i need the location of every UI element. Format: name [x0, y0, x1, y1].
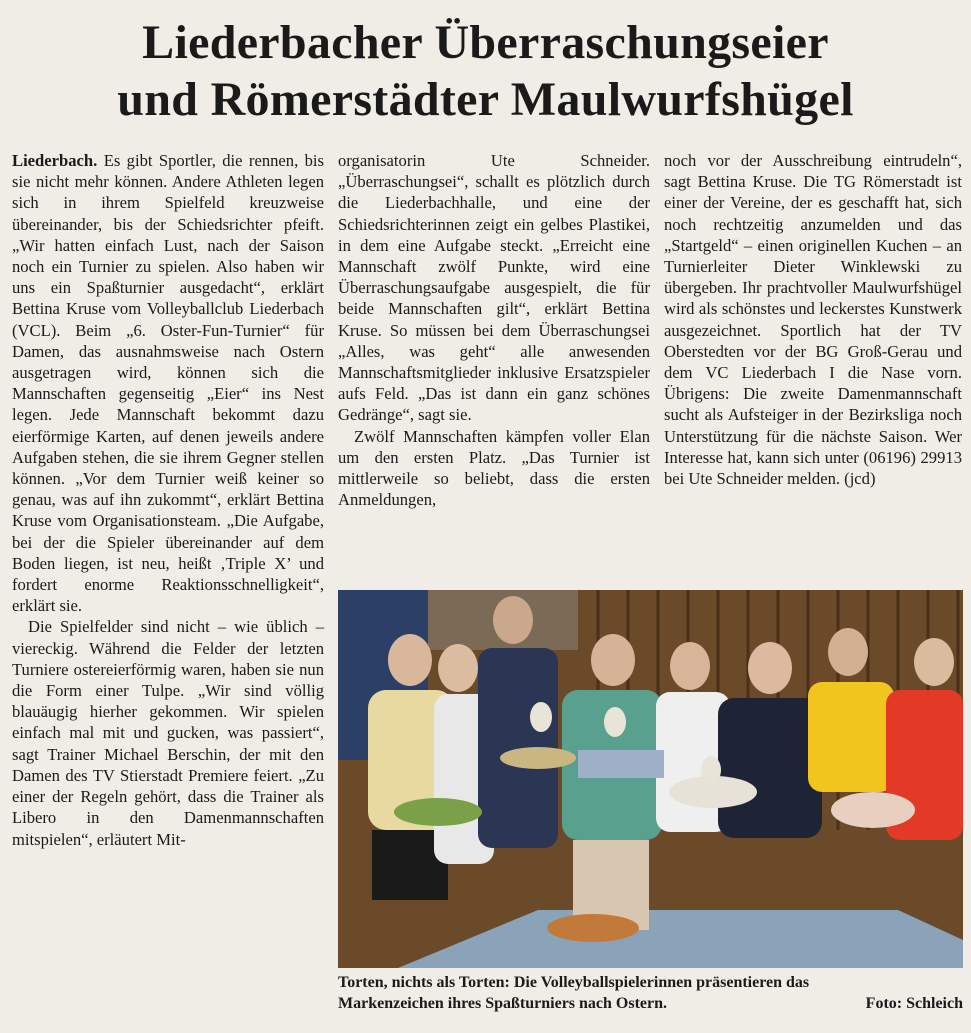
- caption-line-1: Torten, nichts als Torten: Die Volleyballspielerinnen präsentieren das: [338, 974, 810, 991]
- article-paragraph: noch vor der Ausschreibung eintrudeln“, sagt Bettina Kruse. Die TG Römerstadt ist einer der Vereine, der es geschafft hat, sich noch rechtzeitig anzumelden und das „Startgeld“ – einen originellen Kuchen – an Turnierleiter Dieter Winklewski zu übergeben. Ihr prachtvoller Maulwurfshügel wird als schönstes und leckerstes Kunstwerk ausgezeichnet. Sportlich hat der TV Oberstedten vor der BG Groß-Gerau und dem VC Liederbach I die Nase vorn. Übrigens: Die zweite Damenmannschaft sucht als Aufsteiger in der Bezirksliga noch Unterstützung für die nächste Saison. Wer Interesse hat, kann sich unter (06196) 29913 bei Ute Schneider melden. (jcd): [664, 151, 962, 489]
- paragraph-text: Es gibt Sportler, die rennen, bis sie nicht mehr können. Andere Athleten legen sich in ihrem Spielfeld kreuzweise übereinander, bis der Schiedsrichter pfeift. „Wir hatten einfach Lust, nach der Saison noch ein Turnier zu spielen. Also haben wir uns ein Spaßturnier ausgedacht“, erklärt Bettina Kruse vom Volleyballclub Liederbach (VCL). Beim „6. Oster-Fun-Turnier“ für Damen, das ausnahmsweise nach Ostern ausgetragen wird, können sich die Mannschaften gegenseitig „Eier“ ins Nest legen. Jede Mannschaft bekommt dazu eierförmige Karten, auf denen jeweils andere Aufgaben stehen, die sie ihrem Gegner stellen können. „Vor dem Turnier weiß keiner so genau, was auf ihn zukommt“, erklärt Bettina Kruse vom Organisationsteam. „Die Aufgabe, bei der die Spieler übereinander auf dem Boden liegen, ist neu, heißt ‚Triple X’ und fordert enorme Reaktionsschnelligkeit“, erklärt sie.: [12, 151, 324, 616]
- article-column-3: [664, 150, 962, 489]
- article-column-1: [12, 150, 324, 850]
- article-paragraph: [12, 150, 324, 616]
- photo-caption: [338, 972, 963, 1014]
- article-paragraph: organisatorin Ute Schneider. „Überraschungsei“, schallt es plötzlich durch die Liederbachhalle, und eine der Schiedsrichterinnen zeigt ein gelbes Plastikei, in dem eine Aufgabe steckt. „Erreicht eine Mannschaft zwölf Punkte, wird eine Überraschungsaufgabe ausgespielt, die für beide Mannschaften gilt“, erklärt Bettina Kruse. So müssen bei dem Überraschungsei „Alles, was geht“ alle anwesenden Mannschaftsmitglieder inklusive Ersatzspieler aufs Feld. „Das ist dann ein ganz schönes Gedränge“, sagt sie.: [338, 151, 650, 425]
- team-photo: [338, 590, 963, 968]
- article-column-2: [338, 150, 650, 510]
- headline: [0, 14, 971, 128]
- caption-line-2-text: Markenzeichen ihres Spaßturniers nach Ostern.: [338, 995, 668, 1012]
- article-paragraph: Die Spielfelder sind nicht – wie üblich – viereckig. Während die Felder der letzten Turniere ostereierförmig waren, haben sie nun die Form einer Tulpe. „Wir sind völlig blauäugig hierher gekommen. Wir spielen einfach mal mit und gucken, was passiert“, sagt Trainer Michael Berschin, der mit den Damen des TV Stierstadt Premiere feiert. „Zu einer der Regeln gehört, dass die Trainer als Libero in den Damenmannschaften mitspielen“, erläutert Mit-: [12, 617, 324, 849]
- headline-line-1: Liederbacher Überraschungseier: [142, 16, 829, 69]
- dateline: Liederbach.: [12, 151, 98, 170]
- team-photo-image: [338, 590, 963, 968]
- caption-line-2: [338, 993, 963, 1014]
- photo-credit: Foto: Schleich: [865, 995, 963, 1012]
- article-paragraph: Zwölf Mannschaften kämpfen voller Elan um den ersten Platz. „Das Turnier ist mittlerweile so beliebt, dass die ersten Anmeldungen,: [338, 426, 650, 510]
- headline-line-2: und Römerstädter Maulwurfshügel: [117, 73, 854, 126]
